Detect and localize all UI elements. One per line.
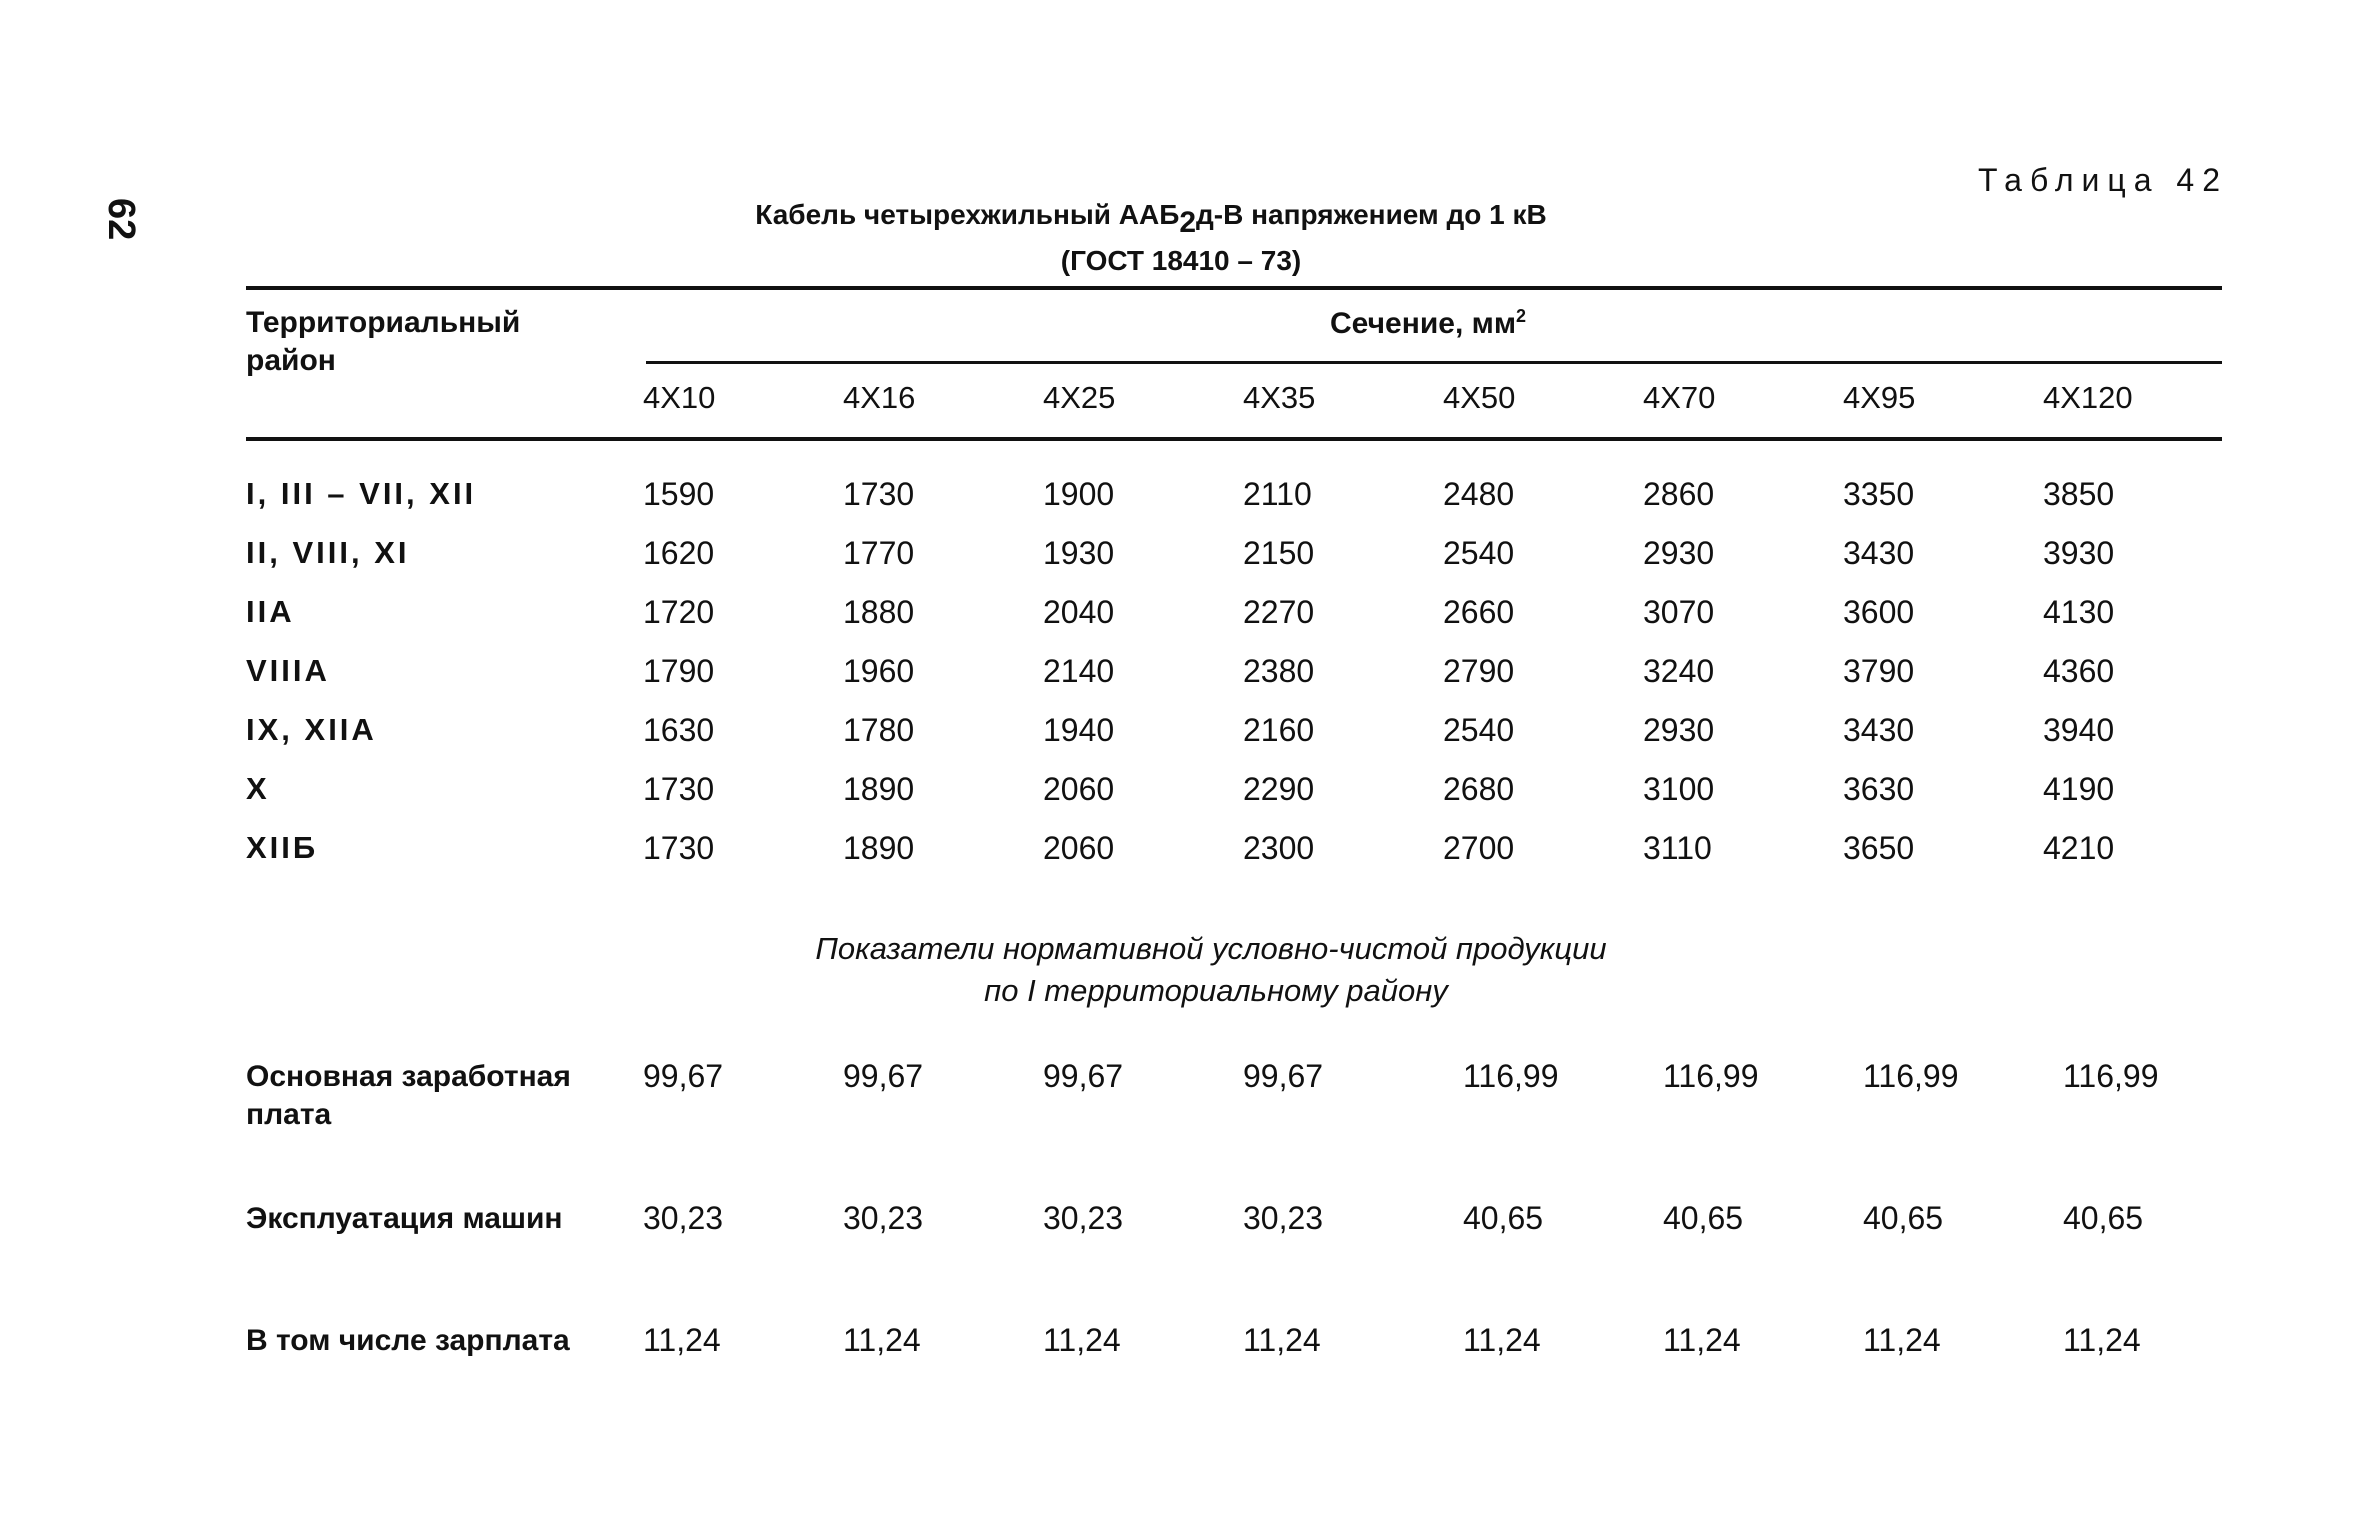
table-cell: 3070 <box>1643 594 1715 630</box>
table-cell: 2660 <box>1443 594 1515 630</box>
indicator-label: Эксплуатация машин <box>246 1202 563 1235</box>
table-cell: 3940 <box>2043 712 2115 748</box>
indicator-cell: 40,65 <box>1863 1200 1944 1236</box>
table-cell: 2300 <box>1243 830 1315 866</box>
table-cell: 3350 <box>1843 476 1915 512</box>
table-cell: 3600 <box>1843 594 1915 630</box>
table-cell: 2930 <box>1643 535 1715 571</box>
row-label: X <box>246 771 270 806</box>
indicators-title <box>0 928 2362 1012</box>
table-title-line2: (ГОСТ 18410 – 73) <box>1060 245 1302 276</box>
column-header: 4X16 <box>843 380 916 415</box>
indicator-cell: 11,24 <box>1043 1322 1121 1358</box>
table-cell: 4360 <box>2043 653 2115 689</box>
column-header: 4X70 <box>1643 380 1716 415</box>
region-column-header: Территориальный район <box>246 306 521 377</box>
table-title-line1 <box>0 196 2362 242</box>
indicator-cell: 30,23 <box>643 1200 724 1236</box>
table-cell: 2290 <box>1243 771 1315 807</box>
column-header: 4X120 <box>2043 380 2133 415</box>
table-cell: 2700 <box>1443 830 1515 866</box>
table-cell: 3930 <box>2043 535 2115 571</box>
indicator-cell: 11,24 <box>1243 1322 1321 1358</box>
title-text-tail: д-В напряжением до 1 кВ <box>1196 199 1547 230</box>
indicator-cell: 99,67 <box>843 1058 924 1094</box>
row-label: IX, XIIA <box>246 712 377 747</box>
table-cell: 1630 <box>643 712 715 748</box>
table-label: Таблица 42 <box>1978 162 2228 198</box>
indicator-cell: 40,65 <box>1463 1200 1544 1236</box>
table-cell: 1890 <box>843 830 915 866</box>
indicator-cell: 116,99 <box>1863 1058 1959 1094</box>
table-cell: 3110 <box>1643 830 1712 866</box>
table-cell: 3430 <box>1843 535 1915 571</box>
table-cell: 2860 <box>1643 476 1715 512</box>
table-cell: 4190 <box>2043 771 2115 807</box>
indicator-cell: 116,99 <box>2063 1058 2159 1094</box>
table-cell: 1770 <box>843 535 915 571</box>
table-cell: 1720 <box>643 594 715 630</box>
indicator-cell: 11,24 <box>1663 1322 1741 1358</box>
table-cell: 2060 <box>1043 830 1115 866</box>
column-header: 4X95 <box>1843 380 1916 415</box>
table-cell: 2270 <box>1243 594 1315 630</box>
table-cell: 2380 <box>1243 653 1315 689</box>
table-cell: 3790 <box>1843 653 1915 689</box>
section-unit-superscript: 2 <box>1516 306 1527 326</box>
indicator-cell: 40,65 <box>1663 1200 1744 1236</box>
indicators-title-line1: Показатели нормативной условно-чистой продукции <box>815 931 1607 966</box>
indicator-cell: 11,24 <box>643 1322 721 1358</box>
table-cell: 3240 <box>1643 653 1715 689</box>
row-label: II, VIII, XI <box>246 535 410 570</box>
table-cell: 2540 <box>1443 535 1515 571</box>
table-cell: 2680 <box>1443 771 1515 807</box>
table-cell: 4210 <box>2043 830 2115 866</box>
indicator-cell: 99,67 <box>1043 1058 1124 1094</box>
table-cell: 3850 <box>2043 476 2115 512</box>
table-cell: 3100 <box>1643 771 1715 807</box>
table-cell: 2160 <box>1243 712 1315 748</box>
title-text: Кабель четырехжильный ААБ <box>755 199 1180 230</box>
row-label: XIIБ <box>246 830 319 865</box>
table-cell: 2930 <box>1643 712 1715 748</box>
table-cell: 1730 <box>643 830 715 866</box>
indicator-cell: 40,65 <box>2063 1200 2144 1236</box>
table-cell: 1790 <box>643 653 715 689</box>
indicator-cell: 30,23 <box>843 1200 924 1236</box>
table-cell: 1730 <box>843 476 915 512</box>
row-label: I, III – VII, XII <box>246 476 477 511</box>
table-cell: 1880 <box>843 594 915 630</box>
title-subscript: 2 <box>1179 206 1197 239</box>
top-rule <box>246 286 2222 290</box>
header-bottom-rule <box>246 437 2222 441</box>
table-cell: 1890 <box>843 771 915 807</box>
table-cell: 1620 <box>643 535 715 571</box>
table-cell: 1730 <box>643 771 715 807</box>
page-number: 62 <box>100 198 142 241</box>
table-cell: 2060 <box>1043 771 1115 807</box>
table-cell: 1900 <box>1043 476 1115 512</box>
indicator-cell: 11,24 <box>1863 1322 1941 1358</box>
section-header-text: Сечение, мм <box>1330 307 1517 340</box>
indicator-cell: 99,67 <box>643 1058 724 1094</box>
indicator-cell: 30,23 <box>1243 1200 1324 1236</box>
table-cell: 1590 <box>643 476 715 512</box>
indicator-cell: 11,24 <box>843 1322 921 1358</box>
table-cell: 1960 <box>843 653 915 689</box>
indicator-cell: 11,24 <box>1463 1322 1541 1358</box>
table-cell: 2140 <box>1043 653 1115 689</box>
indicator-cell: 11,24 <box>2063 1322 2141 1358</box>
table-cell: 4130 <box>2043 594 2115 630</box>
section-rule <box>646 361 2222 364</box>
column-header: 4X50 <box>1443 380 1516 415</box>
row-label: IIA <box>246 594 295 629</box>
table-cell: 3650 <box>1843 830 1915 866</box>
table-title <box>0 196 2362 280</box>
indicator-cell: 30,23 <box>1043 1200 1124 1236</box>
indicator-cell: 116,99 <box>1663 1058 1759 1094</box>
table-cell: 2540 <box>1443 712 1515 748</box>
table-cell: 2790 <box>1443 653 1515 689</box>
table-cell: 2110 <box>1243 476 1312 512</box>
row-label: VIIIA <box>246 653 330 688</box>
table-cell: 1930 <box>1043 535 1115 571</box>
table-cell: 3630 <box>1843 771 1915 807</box>
table-cell: 2480 <box>1443 476 1515 512</box>
table-cell: 2150 <box>1243 535 1315 571</box>
indicator-label: В том числе зарплата <box>246 1324 570 1357</box>
indicator-cell: 116,99 <box>1463 1058 1559 1094</box>
column-header: 4X25 <box>1043 380 1116 415</box>
indicators-title-line2: по I территориальному району <box>984 973 1448 1008</box>
table-cell: 3430 <box>1843 712 1915 748</box>
section-header <box>1330 306 1526 341</box>
table-cell: 1780 <box>843 712 915 748</box>
indicator-cell: 99,67 <box>1243 1058 1324 1094</box>
column-header: 4X10 <box>643 380 716 415</box>
column-header: 4X35 <box>1243 380 1316 415</box>
table-cell: 1940 <box>1043 712 1115 748</box>
indicator-label: Основная заработная плата <box>246 1060 571 1131</box>
table-cell: 2040 <box>1043 594 1115 630</box>
